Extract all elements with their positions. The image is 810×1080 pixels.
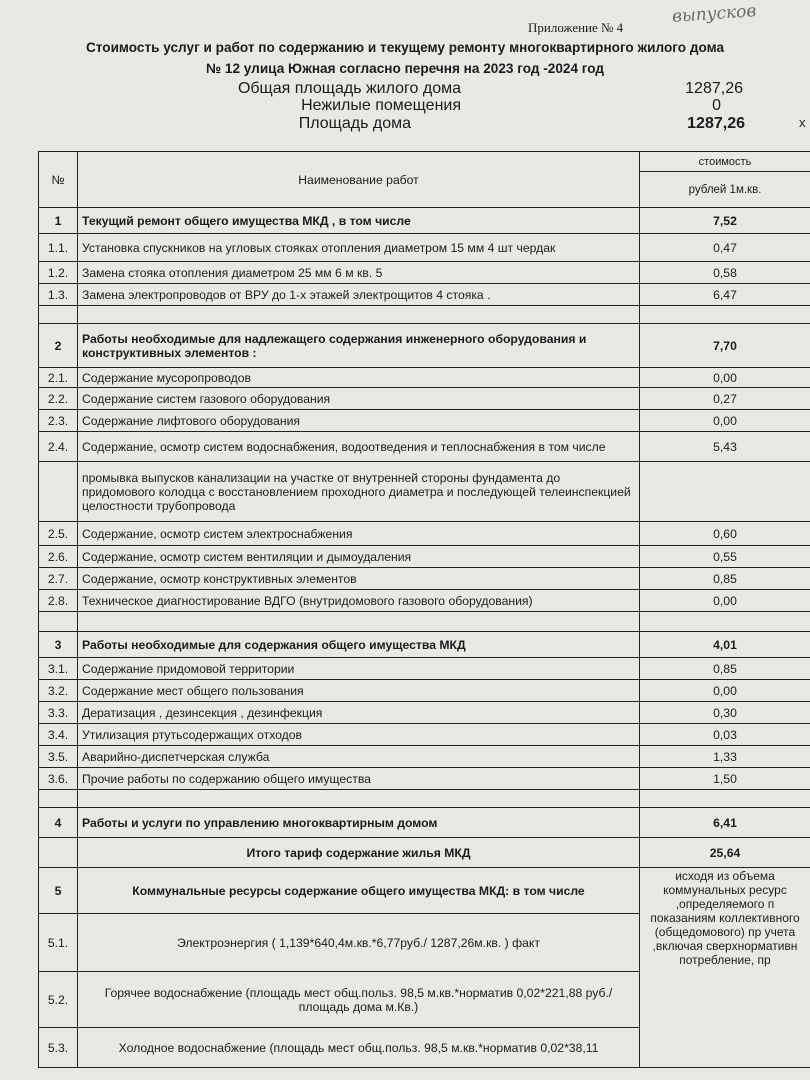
row-name: Прочие работы по содержанию общего имущества — [78, 768, 640, 790]
x-mark: х — [799, 115, 806, 130]
nonliving-area-value: 0 — [712, 97, 721, 114]
row-num: 1 — [39, 208, 78, 234]
row-num: 4 — [39, 808, 78, 838]
row-value: 0,03 — [640, 724, 810, 746]
row-value: 0,58 — [640, 262, 810, 284]
row-num: 2.7. — [39, 568, 78, 590]
row-value: 1,50 — [640, 768, 810, 790]
table-row-1 — [39, 208, 810, 234]
table-row-note — [39, 462, 810, 522]
col-num-header: № — [39, 152, 78, 208]
table-row-4 — [39, 808, 810, 838]
row-num: 1.2. — [39, 262, 78, 284]
row-name: Содержание лифтового оборудования — [78, 410, 640, 432]
row-name: Содержание, осмотр конструктивных элементов — [78, 568, 640, 590]
row-name: Содержание придомовой территории — [78, 658, 640, 680]
row-value — [640, 462, 810, 522]
table-row-2-2 — [39, 388, 810, 410]
row-value: 0,55 — [640, 546, 810, 568]
row-num: 5.2. — [39, 972, 78, 1028]
row-name: Содержание систем газового оборудования — [78, 388, 640, 410]
row-num: 3 — [39, 632, 78, 658]
row-value: 0,85 — [640, 658, 810, 680]
document-subtitle: № 12 улица Южная согласно перечня на 2023 год -2024 год — [205, 61, 605, 76]
row-num: 2.3. — [39, 410, 78, 432]
row-value: 1,33 — [640, 746, 810, 768]
row-name: Замена электропроводов от ВРУ до 1-х этажей электрощитов 4 стояка . — [78, 284, 640, 306]
row-value: 0,00 — [640, 680, 810, 702]
table-row-2-3 — [39, 410, 810, 432]
row-value: 0,30 — [640, 702, 810, 724]
table-row-3 — [39, 632, 810, 658]
table-row-2-4 — [39, 432, 810, 462]
row-name: Установка спускников на угловых стояках отопления диаметром 15 мм 4 шт чердак — [78, 234, 640, 262]
col-cost-unit-header: рублей 1м.кв. — [640, 172, 810, 208]
table-row-5 — [39, 868, 810, 914]
row-num: 2.1. — [39, 368, 78, 388]
living-area-value: 1287,26 — [685, 80, 743, 97]
row-num: 3.6. — [39, 768, 78, 790]
row-name: Замена стояка отопления диаметром 25 мм 6 м кв. 5 — [78, 262, 640, 284]
table-row-empty — [39, 790, 810, 808]
table-row-3-4 — [39, 724, 810, 746]
table-row-1-2 — [39, 262, 810, 284]
row-name: Содержание, осмотр систем электроснабжения — [78, 522, 640, 546]
row-num: 2.6. — [39, 546, 78, 568]
row-name: Содержание мест общего пользования — [78, 680, 640, 702]
row-num: 2 — [39, 324, 78, 368]
row-name: Холодное водоснабжение (площадь мест общ.польз. 98,5 м.кв.*норматив 0,02*38,11 — [78, 1028, 640, 1068]
row-num: 3.4. — [39, 724, 78, 746]
table-row-2 — [39, 324, 810, 368]
row-name: Утилизация ртутьсодержащих отходов — [78, 724, 640, 746]
row-name: Горячее водоснабжение (площадь мест общ.польз. 98,5 м.кв.*норматив 0,02*221,88 руб./площадь дома м.Кв.) — [78, 972, 640, 1028]
table-row-3-2 — [39, 680, 810, 702]
row-value: 0,00 — [640, 410, 810, 432]
row-num: 3.5. — [39, 746, 78, 768]
row-num: 2.2. — [39, 388, 78, 410]
row-num: 2.5. — [39, 522, 78, 546]
table-row-3-1 — [39, 658, 810, 680]
row-name: Аварийно-диспетчерская служба — [78, 746, 640, 768]
row-name: Электроэнергия ( 1,139*640,4м.кв.*6,77руб./ 1287,26м.кв. ) факт — [78, 914, 640, 972]
row-num: 1.1. — [39, 234, 78, 262]
row-num: 5.3. — [39, 1028, 78, 1068]
table-row-3-5 — [39, 746, 810, 768]
row-num: 3.3. — [39, 702, 78, 724]
row-name: Содержание мусоропроводов — [78, 368, 640, 388]
row-name — [78, 612, 640, 632]
table-row-2-7 — [39, 568, 810, 590]
row-value: 4,01 — [640, 632, 810, 658]
row-num: 2.4. — [39, 432, 78, 462]
col-cost-top-header: стоимость — [640, 152, 810, 172]
row-num — [39, 838, 78, 868]
utilities-note: исходя из объема коммунальных ресурс ,определяемого п показаниям коллективного (общедомового) пр учета ,включая сверхнормативн потребление, пр — [640, 868, 810, 1068]
table-row-1-1 — [39, 234, 810, 262]
house-area-value: 1287,26 — [687, 115, 745, 132]
row-num — [39, 790, 78, 808]
services-table — [38, 151, 810, 1068]
row-name — [78, 306, 640, 324]
table-row-3-6 — [39, 768, 810, 790]
row-num — [39, 306, 78, 324]
table-row-2-8 — [39, 590, 810, 612]
row-num: 5 — [39, 868, 78, 914]
row-value: 25,64 — [640, 838, 810, 868]
table-header-row — [39, 152, 810, 172]
table-row-empty — [39, 612, 810, 632]
table-row-2-1 — [39, 368, 810, 388]
table-row-note — [39, 838, 810, 868]
row-name: Дератизация , дезинсекция , дезинфекция — [78, 702, 640, 724]
row-value: 0,27 — [640, 388, 810, 410]
row-value — [640, 306, 810, 324]
row-value: 6,47 — [640, 284, 810, 306]
handwritten-note: выпусков — [671, 1, 757, 27]
row-value: 6,41 — [640, 808, 810, 838]
row-num: 5.1. — [39, 914, 78, 972]
table-row-2-5 — [39, 522, 810, 546]
row-value: 7,70 — [640, 324, 810, 368]
row-name: Итого тариф содержание жилья МКД — [78, 838, 640, 868]
row-name: Техническое диагностирование ВДГО (внутридомового газового оборудования) — [78, 590, 640, 612]
row-value: 0,00 — [640, 590, 810, 612]
row-name: промывка выпусков канализации на участке от внутренней стороны фундамента до придомового колодца с восстановлением проходного диаметра и последующей телеинспекцией целостности трубопровода — [78, 462, 640, 522]
row-num: 2.8. — [39, 590, 78, 612]
row-name: Содержание, осмотр систем вентиляции и дымоудаления — [78, 546, 640, 568]
row-name: Работы необходимые для надлежащего содержания инженерного оборудования и конструктивных элементов : — [78, 324, 640, 368]
row-value: 0,00 — [640, 368, 810, 388]
row-name: Содержание, осмотр систем водоснабжения, водоотведения и теплоснабжения в том числе — [78, 432, 640, 462]
row-value — [640, 612, 810, 632]
col-name-header: Наименование работ — [78, 152, 640, 208]
row-num — [39, 462, 78, 522]
row-name: Работы и услуги по управлению многоквартирным домом — [78, 808, 640, 838]
row-num — [39, 612, 78, 632]
appendix-label: Приложение № 4 — [528, 20, 624, 35]
house-area-label: Площадь дома — [298, 115, 411, 132]
row-value: 7,52 — [640, 208, 810, 234]
row-name: Текущий ремонт общего имущества МКД , в том числе — [78, 208, 640, 234]
row-name: Коммунальные ресурсы содержание общего имущества МКД: в том числе — [78, 868, 640, 914]
row-name — [78, 790, 640, 808]
row-value: 0,47 — [640, 234, 810, 262]
row-num: 3.1. — [39, 658, 78, 680]
table-row-1-3 — [39, 284, 810, 306]
row-num: 1.3. — [39, 284, 78, 306]
row-value: 5,43 — [640, 432, 810, 462]
document-title: Стоимость услуг и работ по содержанию и текущему ремонту многоквартирного жилого дома — [85, 40, 725, 55]
living-area-label: Общая площадь жилого дома — [237, 80, 461, 97]
row-value — [640, 790, 810, 808]
row-value: 0,60 — [640, 522, 810, 546]
nonliving-area-label: Нежилые помещения — [301, 97, 461, 114]
row-num: 3.2. — [39, 680, 78, 702]
row-name: Работы необходимые для содержания общего имущества МКД — [78, 632, 640, 658]
table-row-3-3 — [39, 702, 810, 724]
row-value: 0,85 — [640, 568, 810, 590]
table-row-empty — [39, 306, 810, 324]
table-row-2-6 — [39, 546, 810, 568]
